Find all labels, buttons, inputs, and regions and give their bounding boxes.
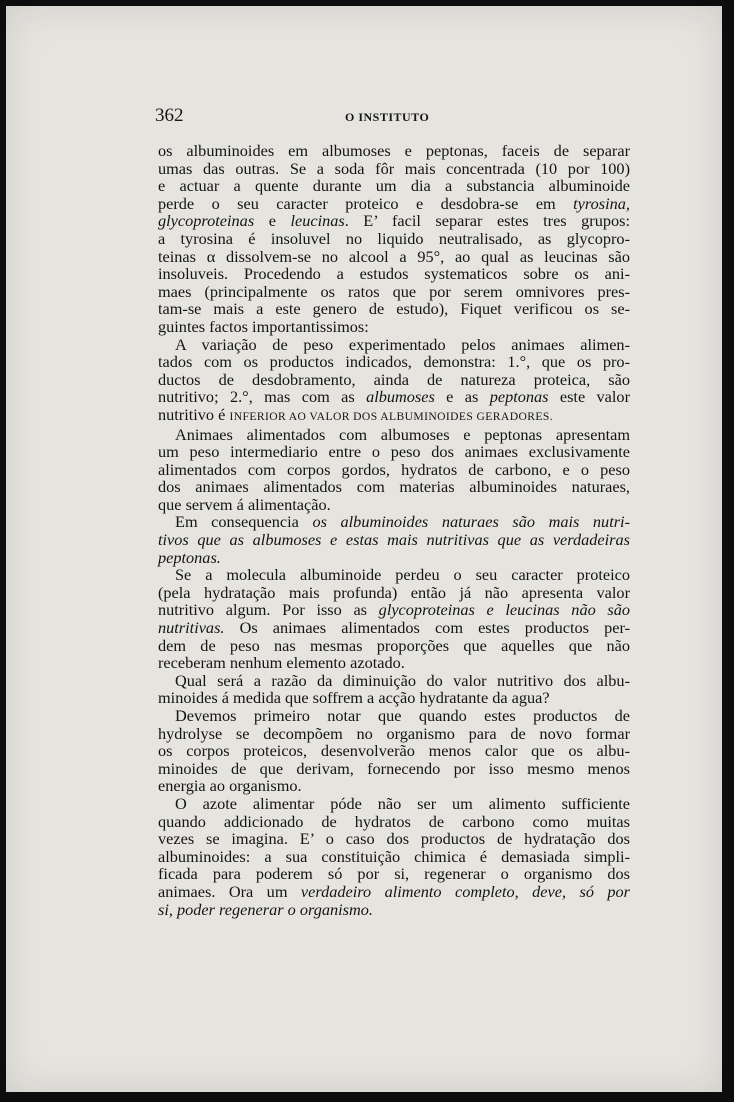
paragraph [158, 513, 630, 566]
text-run: nutritivo é [158, 404, 230, 424]
text-run: dos animaes alimentados com materias albuminoides naturaes, [158, 477, 630, 497]
text-line [158, 265, 630, 283]
text-line [158, 212, 630, 230]
italic-text: leucinas [290, 211, 345, 231]
text-run: Os animaes alimentados com estes productos per- [224, 618, 630, 638]
text-line [158, 371, 630, 389]
italic-text: glycoproteinas [158, 211, 255, 231]
text-run: energia ao organismo. [158, 776, 302, 796]
text-run: perde o seu caracter proteico e desdobra-se em [158, 193, 574, 213]
italic-text: verdadeiro alimento completo, deve, só por [300, 881, 630, 901]
text-run: e as [434, 387, 490, 407]
italic-text: glycoproteinas e leucinas não são [378, 600, 630, 620]
text-line [158, 336, 630, 354]
text-line [158, 883, 630, 901]
book-page [6, 6, 722, 1092]
text-line [158, 406, 630, 426]
text-run: Em consequencia [175, 512, 313, 532]
text-line [158, 795, 630, 813]
text-run: este valor [548, 387, 630, 407]
text-line [158, 318, 630, 336]
text-run: dem de peso nas mesmas proporções que aquelles que não [158, 635, 630, 655]
text-line [158, 637, 630, 655]
italic-text: nutritivas. [158, 618, 225, 638]
text-run: os corpos proteicos, desenvolverão menos calor que os albu- [158, 741, 630, 761]
text-run: e [254, 211, 291, 231]
text-line [158, 230, 630, 248]
text-line [158, 654, 630, 672]
text-line [158, 584, 630, 602]
text-line [158, 549, 630, 567]
text-line [158, 777, 630, 795]
text-line [158, 160, 630, 178]
text-run: receberam nenhum elemento azotado. [158, 653, 405, 673]
text-run: minoides á medida que soffrem a acção hydratante da agua? [158, 688, 550, 708]
text-line [158, 353, 630, 371]
text-line [158, 901, 630, 919]
text-run: alimentados com corpos gordos, hydratos de carbono, e o peso [158, 459, 630, 479]
text-line [158, 248, 630, 266]
text-run: minoides de que derivam, fornecendo por isso mesmo menos [158, 758, 630, 778]
text-run: quando addicionado de hydratos de carbono como muitas [158, 811, 630, 831]
paragraph [158, 426, 630, 514]
text-line [158, 619, 630, 637]
text-line [158, 388, 630, 406]
text-line [158, 566, 630, 584]
text-line [158, 672, 630, 690]
text-run: tados com os productos indicados, demonstra: 1.°, que os pro- [158, 352, 630, 372]
text-run: A variação de peso experimentado pelos animaes alimen- [175, 334, 630, 354]
text-run: guintes factos importantissimos: [158, 316, 369, 336]
text-line [158, 531, 630, 549]
text-run: tam-se mais a este genero de estudo), Fiquet verificou os se- [158, 299, 630, 319]
text-run: Animaes alimentados com albumoses e peptonas apresentam [175, 424, 630, 444]
italic-text: albumoses [366, 387, 435, 407]
text-run: ductos de desdobramento, ainda de natureza proteica, são [158, 369, 630, 389]
text-line [158, 478, 630, 496]
text-run: um peso intermediario entre o peso dos animaes exclusivamente [158, 442, 630, 462]
text-line [158, 142, 630, 160]
text-line [158, 865, 630, 883]
body-text [158, 142, 630, 918]
italic-text: os albuminoides naturaes são mais nutri- [312, 512, 630, 532]
text-line [158, 195, 630, 213]
text-line [158, 443, 630, 461]
text-line [158, 496, 630, 514]
text-line [158, 707, 630, 725]
text-line [158, 300, 630, 318]
text-line [158, 725, 630, 743]
text-run: nutritivo; 2.°, mas com as [158, 387, 367, 407]
text-run: teinas α dissolvem-se no alcool a 95°, ao qual as leucinas são [158, 246, 630, 266]
text-line [158, 601, 630, 619]
paragraph [158, 795, 630, 918]
italic-text: peptonas. [158, 547, 221, 567]
paragraph [158, 142, 630, 336]
text-line [158, 848, 630, 866]
text-line [158, 830, 630, 848]
paragraph [158, 566, 630, 672]
small-caps-text: INFERIOR AO VALOR DOS ALBUMINOIDES GERADORES. [229, 409, 553, 423]
text-line [158, 689, 630, 707]
text-line [158, 177, 630, 195]
text-run: (pela hydratação mais profunda) então já não apresenta valor [158, 582, 630, 602]
text-run: Se a molecula albuminoide perdeu o seu caracter proteico [175, 565, 630, 585]
text-line [158, 283, 630, 301]
text-run: maes (principalmente os ratos que por serem omnivores pres- [158, 281, 630, 301]
italic-text: tivos que as albumoses e estas mais nutritivas que as verdadeiras [158, 530, 630, 550]
italic-text: si, poder regenerar o organismo. [158, 899, 373, 919]
page-number: 362 [155, 105, 184, 126]
text-run: ficada para poderem só por si, regenerar o organismo dos [158, 864, 630, 884]
text-run: umas das outras. Se a soda fôr mais concentrada (10 por 100) [158, 158, 630, 178]
text-line [158, 461, 630, 479]
text-run: os albuminoides em albumoses e peptonas, faceis de separar [158, 141, 630, 160]
italic-text: peptonas [489, 387, 549, 407]
paragraph [158, 672, 630, 707]
text-run: O azote alimentar póde não ser um alimento sufficiente [175, 793, 630, 813]
text-run: nutritivo algum. Por isso as [158, 600, 379, 620]
text-run: a tyrosina é insoluvel no liquido neutralisado, as glycopro- [158, 228, 630, 248]
page-header [155, 105, 637, 129]
text-run: . E’ facil separar estes tres grupos: [344, 211, 630, 231]
text-run: vezes se imagina. E’ o caso dos productos de hydratação dos [158, 829, 630, 849]
text-run: e actuar a quente durante um dia a substancia albuminoide [158, 176, 630, 196]
text-run: que servem á alimentação. [158, 494, 331, 514]
text-line [158, 813, 630, 831]
italic-text: tyrosina, [573, 193, 630, 213]
text-line [158, 513, 630, 531]
text-line [158, 760, 630, 778]
paragraph [158, 336, 630, 426]
text-line [158, 426, 630, 444]
text-run: insoluveis. Procedendo a estudos systematicos sobre os ani- [158, 264, 630, 284]
paragraph [158, 707, 630, 795]
text-run: Qual será a razão da diminuição do valor nutritivo dos albu- [175, 670, 630, 690]
text-run: albuminoides: a sua constituição chimica é demasiada simpli- [158, 846, 630, 866]
text-line [158, 742, 630, 760]
text-run: animaes. Ora um [158, 881, 301, 901]
text-run: hydrolyse se decompõem no organismo para de novo formar [158, 723, 630, 743]
text-run: Devemos primeiro notar que quando estes productos de [175, 706, 630, 725]
running-title: O INSTITUTO [345, 110, 430, 124]
